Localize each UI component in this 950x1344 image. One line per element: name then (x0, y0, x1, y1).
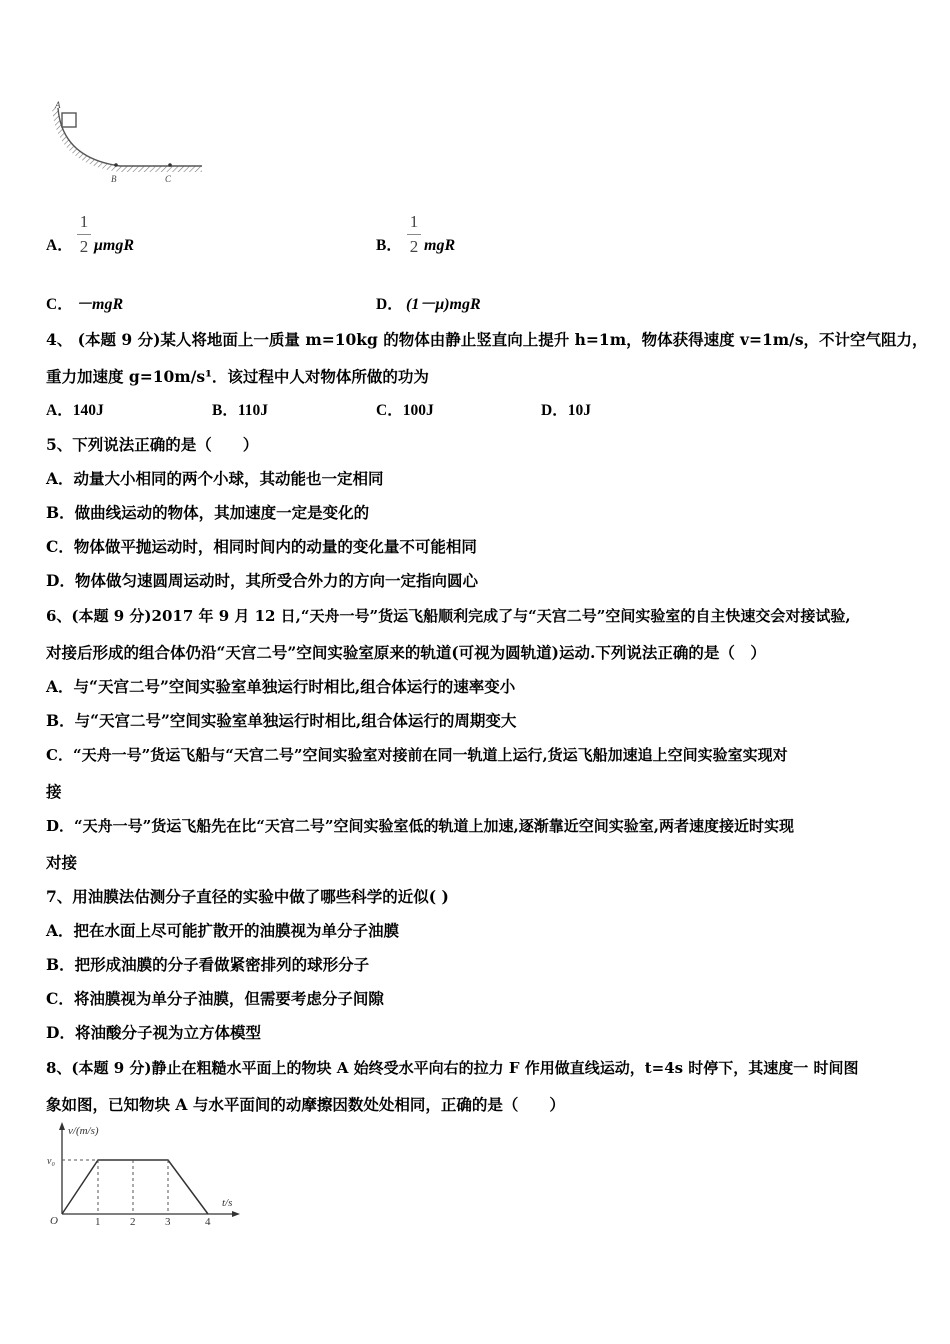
q3-option-d-mark[interactable]: D． (376, 296, 403, 313)
y-axis-arrow (59, 1122, 65, 1130)
q7-option-d[interactable]: D．将油酸分子视为立方体模型 (46, 1023, 261, 1042)
q7-stem: 7、用油膜法估测分子直径的实验中做了哪些科学的近似( ) (46, 887, 449, 906)
q4-option-c[interactable]: C．100J (376, 402, 434, 419)
track-figure (50, 96, 210, 188)
q8-stem-line1: 8、(本题 9 分)静止在粗糙水平面上的物块 A 始终受水平向右的拉力 F 作用做直线运动，t=4s 时停下，其速度一 时间图 (46, 1059, 859, 1077)
q6-option-a[interactable]: A．与“天宫二号”空间实验室单独运行时相比,组合体运行的速率变小 (46, 677, 516, 696)
point-c (168, 163, 172, 167)
q5-option-c[interactable]: C．物体做平抛运动时，相同时间内的动量的变化量不可能相同 (46, 537, 477, 556)
q5-option-a[interactable]: A．动量大小相同的两个小球，其动能也一定相同 (46, 469, 384, 488)
label-a: A (55, 100, 61, 110)
q6-stem-line1: 6、(本题 9 分)2017 年 9 月 12 日,“天舟一号”货运飞船顺利完成了与“天宫二号”空间实验室的自主快速交会对接试验, (46, 607, 851, 625)
q6-option-d-line2[interactable]: 对接 (46, 853, 78, 872)
x-tick-3: 3 (165, 1216, 171, 1228)
q3-option-b-mark[interactable]: B． (376, 237, 402, 254)
q8-stem-line2: 象如图，已知物块 A 与水平面间的动摩擦因数处处相同，正确的是（ ） (46, 1095, 565, 1114)
x-axis-label: t/s (222, 1197, 233, 1209)
origin-label: O (50, 1215, 58, 1227)
q3-option-a-fraction: 1 2 (77, 211, 91, 258)
q6-option-b[interactable]: B．与“天宫二号”空间实验室单独运行时相比,组合体运行的周期变大 (46, 711, 517, 730)
q6-option-d-line1[interactable]: D．“天舟一号”货运飞船先在比“天宫二号”空间实验室低的轨道上加速,逐渐靠近空间实验室,两者速度接近时实现 (46, 817, 794, 835)
label-b: B (111, 174, 117, 184)
q6-option-c-line1[interactable]: C．“天舟一号”货运飞船与“天宫二号”空间实验室对接前在同一轨道上运行,货运飞船加速追上空间实验室实现对 (46, 746, 788, 764)
q3-option-b-expr: mgR (424, 237, 456, 254)
q4-option-d[interactable]: D．10J (541, 402, 591, 419)
q6-stem-line2: 对接后形成的组合体仍沿“天宫二号”空间实验室原来的轨道(可视为圆轨道)运动.下列说法正确的是（ ） (46, 643, 766, 662)
q5-stem: 5、下列说法正确的是（ ） (46, 435, 259, 454)
q7-option-a[interactable]: A．把在水面上尽可能扩散开的油膜视为单分子油膜 (46, 921, 400, 940)
x-tick-4: 4 (205, 1216, 211, 1228)
x-tick-2: 2 (130, 1216, 136, 1228)
q3-option-c-mark[interactable]: C． (46, 296, 73, 313)
y-axis-label: v/(m/s) (68, 1125, 99, 1137)
q7-option-c[interactable]: C．将油膜视为单分子油膜，但需要考虑分子间隙 (46, 989, 384, 1008)
point-b (114, 163, 118, 167)
q4-stem-line2: 重力加速度 g=10m/s¹．该过程中人对物体所做的功为 (46, 367, 429, 386)
q3-option-a-expr: μmgR (94, 237, 135, 254)
label-c: C (165, 174, 172, 184)
q6-option-c-line2[interactable]: 接 (46, 782, 62, 801)
q4-option-b[interactable]: B．110J (212, 402, 268, 419)
q7-option-b[interactable]: B．把形成油膜的分子看做紧密排列的球形分子 (46, 955, 370, 974)
x-axis-arrow (232, 1211, 240, 1217)
q5-option-d[interactable]: D．物体做匀速圆周运动时，其所受合外力的方向一定指向圆心 (46, 571, 478, 590)
q3-option-c-expr: －mgR (76, 296, 124, 313)
block (62, 113, 76, 127)
velocity-time-graph (44, 1122, 244, 1228)
q4-option-a[interactable]: A．140J (46, 402, 104, 419)
q3-option-d-expr: (1－μ)mgR (406, 296, 481, 313)
q3-option-a-mark[interactable]: A． (46, 237, 73, 254)
q3-option-b-fraction: 1 2 (407, 211, 421, 258)
velocity-curve (62, 1160, 208, 1214)
q4-stem-line1: 4、 (本题 9 分)某人将地面上一质量 m=10kg 的物体由静止竖直向上提升 h=1m，物体获得速度 v=1m/s，不计空气阻力， (46, 330, 928, 349)
v0-tick-label: v₀ (47, 1156, 55, 1167)
q5-option-b[interactable]: B．做曲线运动的物体，其加速度一定是变化的 (46, 503, 370, 522)
x-tick-1: 1 (95, 1216, 101, 1228)
